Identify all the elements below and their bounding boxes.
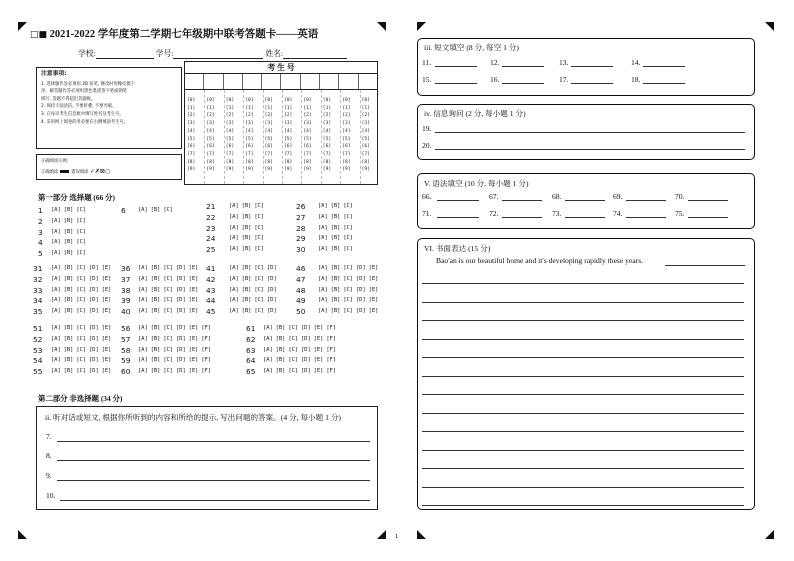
section-v-box [417,173,755,229]
section-vi-box [417,238,755,510]
blank-line[interactable] [626,200,666,201]
answer-options[interactable]: [A] [B] [C] [D] [E] [51,346,112,353]
blank-label: 18. [631,75,641,84]
answer-options[interactable]: [A] [B] [C] [D] [E] [318,275,379,282]
answer-options[interactable]: [A] [B] [C] [D] [E] [318,286,379,293]
number-field[interactable] [173,49,263,59]
question-number: 38 [121,285,131,295]
answer-options[interactable]: [A] [B] [C] [318,246,353,253]
answer-options[interactable]: [A] [B] [C] [51,250,86,257]
notice-line: 1. 选择题作答必须用 2B 铅笔, 修改时用橡皮擦干 [41,81,135,87]
question-number: 53 [33,345,43,355]
question-number: 1 [38,206,43,215]
answer-line[interactable] [60,500,370,501]
corner-mark-bottom-middle-right [417,530,426,539]
writing-line[interactable] [422,431,744,432]
blank-line[interactable] [502,217,542,218]
blank-label: 15. [422,75,432,84]
writing-line[interactable] [422,376,744,377]
blank-label: 14. [631,58,641,67]
school-field[interactable] [96,49,154,59]
question-number: 34 [33,296,43,306]
answer-options[interactable]: [A] [B] [C] [D] [E] [F] [263,368,336,375]
answer-line[interactable] [57,441,370,442]
question-number: 60 [121,367,131,377]
blank-label: 68. [552,192,562,201]
blank-label: 74. [613,209,623,218]
blank-line[interactable] [565,217,605,218]
writing-line[interactable] [422,357,744,358]
answer-options[interactable]: [A] [B] [C] [D] [E] [138,308,199,315]
name-field[interactable] [283,49,347,59]
question-number: 48 [296,285,306,295]
name-label: 姓名: [265,49,284,58]
notice-line: 2. 保持卡面清洁, 不要折叠, 不要弄破。 [41,104,117,110]
question-number: 4 [38,238,43,248]
answer-label: 20. [422,141,432,150]
notice-line: 3. 在每页考生信息框中填写姓名及考生号。 [41,111,124,117]
section-iv-box [417,104,755,160]
answer-options[interactable]: [A] [B] [C] [D] [E] [51,275,112,282]
question-number: 41 [206,264,216,273]
corner-mark-top-left [18,22,27,31]
question-number: 47 [296,274,306,284]
writing-line[interactable] [422,339,744,340]
fill-example-box [36,154,182,180]
answer-options[interactable]: [A] [B] [C] [D] [E] [F] [263,346,336,353]
answer-options[interactable]: [A] [B] [C] [D] [229,308,277,315]
blank-line[interactable] [502,66,544,67]
section-ii-box [36,406,378,510]
answer-options[interactable]: [A] [B] [C] [D] [E] [F] [138,325,211,331]
candidate-id-box [184,61,378,185]
writing-line[interactable] [422,283,744,284]
title-text: 2021-2022 学年度第二学期七年级期中联考答题卡——英语 [49,29,319,40]
answer-options[interactable]: [A] [B] [C] [D] [E] [51,357,112,364]
candidate-id-column[interactable]: [0] [1] [2] [3] [4] [5] [6] [7] [8] [9] [361,98,370,173]
candidate-id-column[interactable]: [0] [1] [2] [3] [4] [5] [6] [7] [8] [9] [206,98,215,173]
question-number: 32 [33,274,43,284]
question-number: 39 [121,296,131,306]
writing-line[interactable] [422,468,744,469]
candidate-id-separator [321,90,322,184]
question-number: 29 [296,234,306,244]
candidate-id-header: 考 生 号 [185,62,377,74]
question-number: 64 [246,356,256,366]
candidate-id-write-row[interactable] [185,74,377,90]
writing-line[interactable] [422,487,744,488]
blank-label: 75. [675,209,685,218]
answer-options[interactable]: [A] [B] [C] [D] [E] [51,286,112,293]
blank-line[interactable] [643,66,685,67]
writing-line[interactable] [422,320,744,321]
candidate-id-separator [243,90,244,184]
section-iii-title: iii. 短文填空 (8 分, 每空 1 分) [424,43,519,52]
blank-line[interactable] [435,66,477,67]
answer-label: 19. [422,124,432,133]
answer-options[interactable]: [A] [B] [C] [318,235,353,242]
header-fields [78,48,347,59]
answer-options[interactable]: [A] [B] [C] [D] [E] [F] [138,335,211,342]
answer-line[interactable] [435,132,745,133]
question-number: 40 [121,307,131,317]
notice-line: 填写, 答题不得超出答题框。 [41,96,96,102]
logo: □■ [30,30,48,40]
corner-mark-top-right [765,22,774,31]
question-number: 62 [246,334,256,344]
question-number: 25 [206,245,216,255]
corner-mark-bottom-right [765,530,774,539]
blank-label: 71. [422,209,432,218]
writing-first-line[interactable] [665,265,745,266]
page-number: 1 [395,534,399,540]
question-number: 65 [246,367,256,377]
answer-label: 10. [46,491,56,500]
answer-line[interactable] [57,460,370,461]
correct-fill-label: 正确填涂 [41,169,59,175]
answer-options[interactable]: [A] [B] [C] [D] [E] [F] [263,335,336,342]
part2-heading: 第二部分 非选择题 (34 分) [38,394,123,403]
notice-heading: 注意事项: [41,71,67,77]
answer-options[interactable]: [A] [B] [C] [318,203,353,209]
candidate-id-separator [360,90,361,184]
blank-label: 13. [559,58,569,67]
question-number: 44 [206,296,216,306]
blank-label: 16. [490,75,500,84]
question-number: 33 [33,285,43,295]
answer-options[interactable]: [A] [B] [C] [D] [E] [F] [263,325,336,331]
question-number: 63 [246,345,256,355]
writing-prompt: Bao'an is our beautiful home and it's developing rapidly these years. [436,256,644,265]
candidate-id-column[interactable]: [0] [1] [2] [3] [4] [5] [6] [7] [8] [9] [284,98,293,173]
answer-options[interactable]: [A] [B] [C] [D] [E] [F] [138,357,211,364]
answer-label: 8. [46,451,52,460]
question-number: 56 [121,324,131,333]
corner-mark-bottom-middle [377,530,386,539]
answer-options[interactable]: [A] [B] [C] [D] [E] [51,308,112,315]
answer-options[interactable]: [A] [B] [C] [229,246,264,253]
answer-options[interactable]: [A] [B] [C] [D] [E] [51,335,112,342]
question-number: 26 [296,202,306,211]
number-label: 学号: [155,49,174,58]
answer-options[interactable]: [A] [B] [C] [D] [229,297,277,304]
section-iv-title: iv. 信息询问 (2 分, 每小题 1 分) [424,109,526,118]
question-number: 46 [296,264,306,273]
notice-line: 4. 采用网上阅卷的务必要在右侧填涂考生号。 [41,119,129,125]
question-number: 52 [33,334,43,344]
question-number: 37 [121,274,131,284]
writing-line[interactable] [422,302,744,303]
answer-options[interactable]: [A] [B] [C] [D] [E] [51,368,112,375]
fill-example-heading: 正确填涂示例: [41,159,69,164]
candidate-id-separator [224,90,225,184]
answer-options[interactable]: [A] [B] [C] [D] [229,286,277,293]
question-number: 51 [33,324,43,333]
question-number: 2 [38,216,43,226]
question-number: 35 [33,307,43,317]
blank-label: 11. [422,58,432,67]
section-vi-title: VI. 书面表达 (15 分) [424,244,491,253]
answer-options[interactable]: [A] [B] [C] [D] [E] [F] [138,368,211,375]
answer-options[interactable]: [A] [B] [C] [D] [E] [F] [263,357,336,364]
candidate-id-separator [340,90,341,184]
notice-line: 净。解答题作答必须用黑色墨迹签字笔或钢笔 [41,89,127,95]
blank-line[interactable] [502,200,542,201]
correct-fill-sample [60,170,69,173]
question-number: 43 [206,285,216,295]
answer-options[interactable]: [A] [B] [C] [D] [E] [138,265,199,271]
question-number: 59 [121,356,131,366]
answer-options[interactable]: [A] [B] [C] [D] [229,265,277,271]
candidate-id-column[interactable]: [0] [1] [2] [3] [4] [5] [6] [7] [8] [9] [245,98,254,173]
blank-line[interactable] [565,200,605,201]
blank-label: 72. [489,209,499,218]
blank-line[interactable] [437,200,479,201]
blank-line[interactable] [643,83,685,84]
answer-options[interactable]: [A] [B] [C] [D] [229,275,277,282]
answer-options[interactable]: [A] [B] [C] [138,207,173,213]
answer-options[interactable]: [A] [B] [C] [D] [E] [138,275,199,282]
answer-line[interactable] [435,149,745,150]
question-number: 27 [296,212,306,222]
writing-line[interactable] [422,450,744,451]
answer-options[interactable]: [A] [B] [C] [51,228,86,235]
answer-options[interactable]: [A] [B] [C] [318,213,353,220]
part1-heading: 第一部分 选择题 (66 分) [38,193,115,202]
question-number: 49 [296,296,306,306]
answer-label: 7. [46,432,52,441]
blank-label: 12. [490,58,500,67]
candidate-id-separator [282,90,283,184]
blank-line[interactable] [688,200,728,201]
candidate-id-column[interactable]: [0] [1] [2] [3] [4] [5] [6] [7] [8] [9] [264,98,273,173]
answer-options[interactable]: [A] [B] [C] [229,203,264,209]
answer-options[interactable]: [A] [B] [C] [318,224,353,231]
answer-options[interactable]: [A] [B] [C] [D] [E] [51,297,112,304]
wrong-fill-label: 错误填涂 [71,169,89,175]
section-ii-title: ii. 听对话或短文, 根据你所听到的内容和所给的提示, 写出问题的答案。(4 分, 每小题 1 分) [45,413,341,422]
question-number: 6 [121,206,126,215]
candidate-id-column[interactable]: [0] [1] [2] [3] [4] [5] [6] [7] [8] [9] [187,98,196,173]
question-number: 22 [206,212,216,222]
answer-options[interactable]: [A] [B] [C] [D] [E] [138,297,199,304]
writing-line[interactable] [422,505,744,506]
question-number: 55 [33,367,43,377]
question-number: 28 [296,223,306,233]
answer-line[interactable] [57,480,370,481]
blank-line[interactable] [688,217,728,218]
question-number: 45 [206,307,216,317]
candidate-id-separator [263,90,264,184]
answer-label: 9. [46,471,52,480]
corner-mark-top-middle-right [417,22,426,31]
blank-line[interactable] [437,217,479,218]
blank-label: 69. [613,192,623,201]
question-number: 24 [206,234,216,244]
question-number: 58 [121,345,131,355]
question-number: 3 [38,227,43,237]
notice-box [36,67,182,149]
question-number: 5 [38,249,43,259]
question-number: 50 [296,307,306,317]
answer-options[interactable]: [A] [B] [C] [D] [E] [138,286,199,293]
answer-options[interactable]: [A] [B] [C] [229,235,264,242]
candidate-id-separator [301,90,302,184]
section-iii-box [417,38,755,96]
question-number: 23 [206,223,216,233]
question-number: 30 [296,245,306,255]
blank-line[interactable] [571,66,613,67]
candidate-id-column[interactable]: [0] [1] [2] [3] [4] [5] [6] [7] [8] [9] [342,98,351,173]
question-number: 21 [206,202,216,211]
question-number: 42 [206,274,216,284]
answer-options[interactable]: [A] [B] [C] [D] [E] [318,308,379,315]
candidate-id-column[interactable]: [0] [1] [2] [3] [4] [5] [6] [7] [8] [9] [322,98,332,173]
blank-label: 67. [489,192,499,201]
blank-line[interactable] [571,83,613,84]
answer-options[interactable]: [A] [B] [C] [D] [E] [51,325,112,331]
answer-options[interactable]: [A] [B] [C] [D] [E] [318,265,379,271]
blank-line[interactable] [502,83,544,84]
candidate-id-bubble-grid[interactable] [185,90,377,184]
question-number: 31 [33,264,43,273]
corner-mark-bottom-left [18,530,27,539]
answer-options[interactable]: [A] [B] [C] [D] [E] [51,265,112,271]
answer-options[interactable]: [A] [B] [C] [51,207,86,213]
answer-options[interactable]: [A] [B] [C] [D] [E] [318,297,379,304]
answer-options[interactable]: [A] [B] [C] [51,217,86,224]
blank-label: 73. [552,209,562,218]
corner-mark-top-middle [377,22,386,31]
writing-line[interactable] [422,394,744,395]
blank-line[interactable] [435,83,477,84]
blank-line[interactable] [626,217,666,218]
wrong-fill-samples-icon: ✓✗⊠○ [89,167,111,175]
candidate-id-column[interactable]: [0] [1] [2] [3] [4] [5] [6] [7] [8] [9] [225,98,235,173]
blank-label: 17. [559,75,569,84]
answer-options[interactable]: [A] [B] [C] [51,239,86,246]
question-number: 57 [121,334,131,344]
answer-options[interactable]: [A] [B] [C] [229,213,264,220]
answer-options[interactable]: [A] [B] [C] [D] [E] [F] [138,346,211,353]
school-label: 学校: [78,49,96,58]
writing-line[interactable] [422,413,744,414]
blank-label: 70. [675,192,685,201]
candidate-id-column[interactable]: [0] [1] [2] [3] [4] [5] [6] [7] [8] [9] [303,98,312,173]
blank-label: 66. [422,192,432,201]
section-v-title: V. 语法填空 (10 分, 每小题 1 分) [424,179,529,188]
question-number: 36 [121,264,131,273]
question-number: 54 [33,356,43,366]
candidate-id-separator [204,90,205,184]
question-number: 61 [246,324,256,333]
answer-options[interactable]: [A] [B] [C] [229,224,264,231]
page-title [30,26,318,41]
